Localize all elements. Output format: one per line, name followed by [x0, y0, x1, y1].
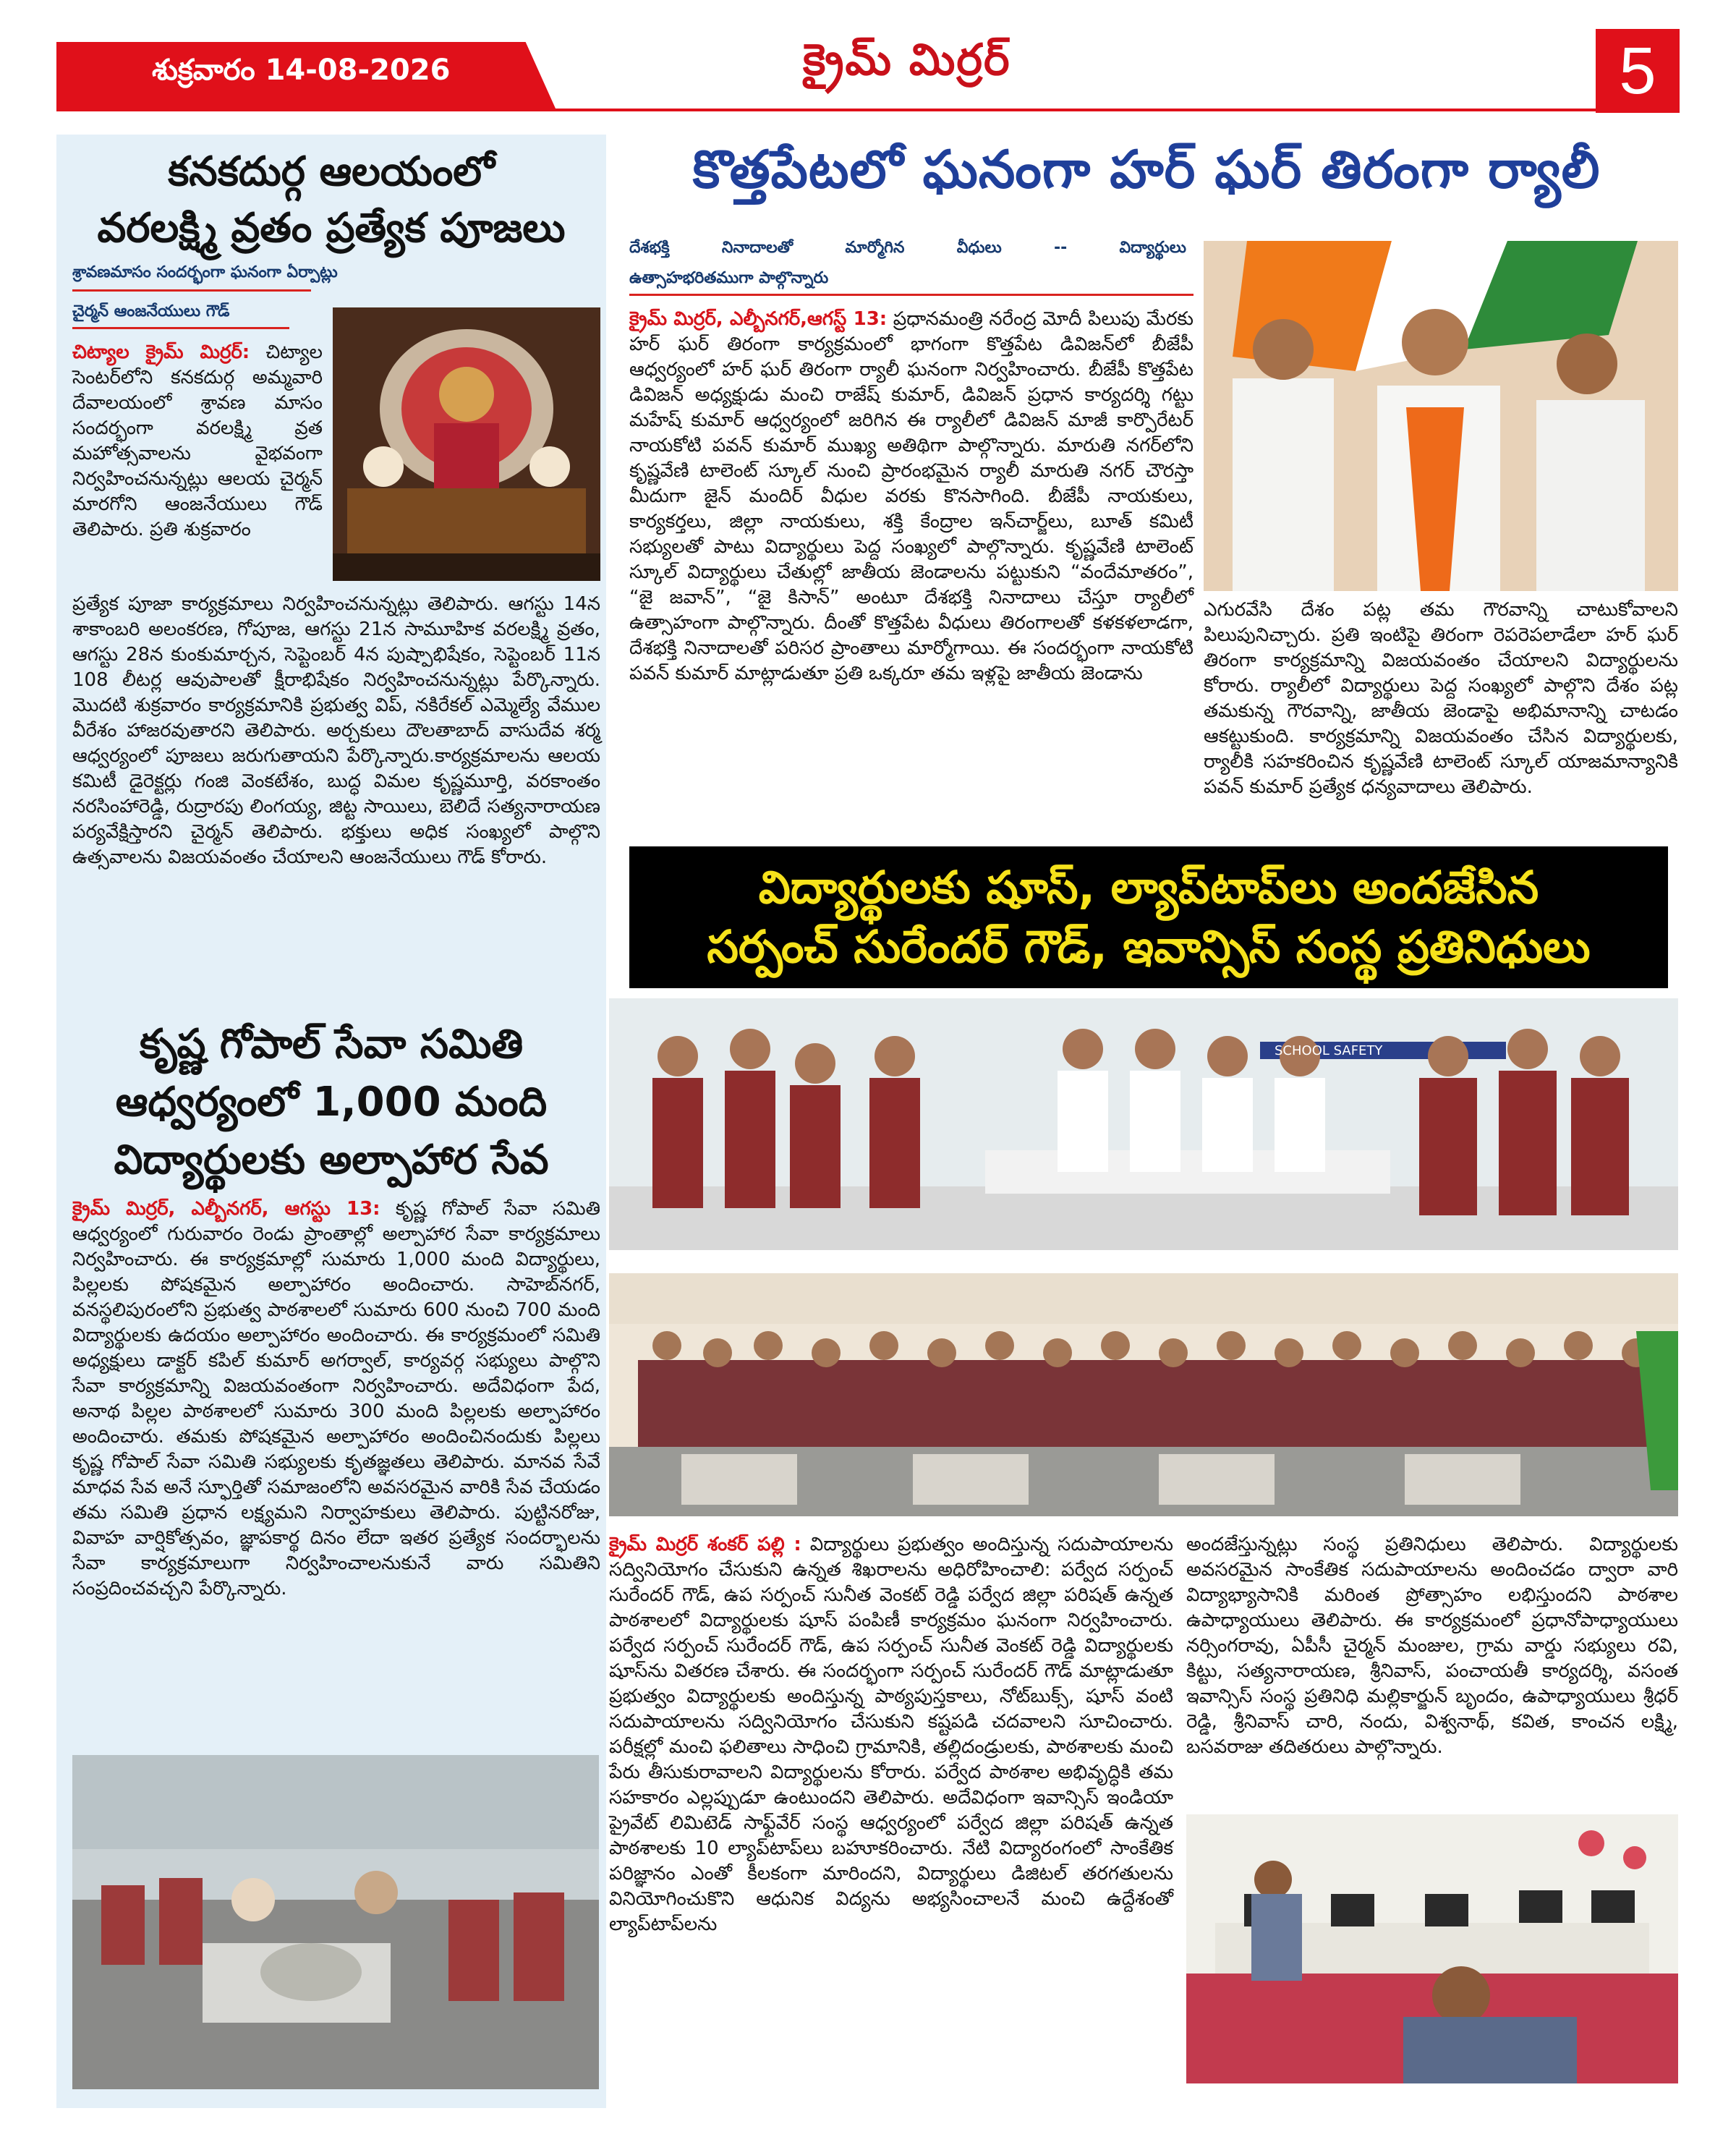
masthead-logo: క్రైమ్ మిర్రర్: [803, 35, 1011, 85]
temple-goddess-photo: [333, 307, 600, 581]
story1-body-rest: ప్రత్యేక పూజా కార్యక్రమాలు నిర్వహించనున్నట్లు తెలిపారు. ఆగస్టు 14న శాకాంబరి అలంకరణ, గోపూజ, ఆగస్టు 21న సామూహిక వరలక్ష్మి వ్రతం, ఆగస్టు 28న కుంకుమార్చన, సెప్టెంబర్ 4న పుష్పాభిషేకం, సెప్టెంబర్ 11న 108 లీటర్ల ఆవుపాలతో క్షీరాభిషేకం నిర్వహించనున్నట్లు పేర్కొన్నారు. మొదటి శుక్రవారం కార్యక్రమానికి ప్రభుత్వ విప్, నకిరేకల్ ఎమ్మెల్యే వేముల వీరేశం హాజరవుతారని తెలిపారు. అర్చకులు దౌలతాబాద్ వాసుదేవ శర్మ ఆధ్వర్యంలో పూజలు జరుగుతాయని పేర్కొన్నారు.కార్యక్రమాలను ఆలయ కమిటీ డైరెక్టర్లు గంజి వెంకటేశం, బుద్ధ విమల కృష్ణమూర్తి, వరకాంతం నరసింహారెడ్డి, రుద్రారపు లింగయ్య, జిట్ట సాయిలు, బెలిదే సత్యనారాయణ పర్యవేక్షిస్తారని చైర్మన్ తెలిపారు. భక్తులు అధిక సంఖ్యలో పాల్గొని ఉత్సవాలను విజయవంతం చేయాలని ఆంజనేయులు గౌడ్ కోరారు.: [72, 593, 600, 868]
computer-lab-photo: [1186, 1814, 1678, 2083]
rally-lead: క్రైమ్ మిర్రర్, ఎల్బీనగర్,ఆగస్ట్ 13:: [629, 308, 888, 330]
rally-body-left-text: ప్రధానమంత్రి నరేంద్ర మోదీ పిలుపు మేరకు హర్ ఘర్ తిరంగా కార్యక్రమంలో భాగంగా కొత్తపేట డివిజన్‌లో బీజేపీ ఆధ్వర్యంలో హర్ ఘర్ తిరంగా ర్యాలీ ఘనంగా నిర్వహించారు. బీజేపీ కొత్తపేట డివిజన్ అధ్యక్షుడు మంచి రాజేష్ కుమార్, డివిజన్ ప్రధాన కార్యదర్శి గట్టు మహేష్ కుమార్ ఆధ్వర్యంలో జరిగిన ఈ ర్యాలీలో డివిజన్ మాజీ కార్పొరేటర్ నాయకోటి పవన్ కుమార్ ముఖ్య అతిథిగా పాల్గొన్నారు. మారుతి నగర్‌లోని కృష్ణవేణి టాలెంట్ స్కూల్ నుంచి ప్రారంభమైన ర్యాలీ మారుతి నగర్ చౌరస్తా మీదుగా జైన్ మందిర్ వీధుల వరకు కొనసాగింది. బీజేపీ నాయకులు, కార్యకర్తలు, జిల్లా నాయకులు, శక్తి కేంద్రాల ఇన్‌చార్జ్‌లు, బూత్ కమిటీ సభ్యులతో పాటు విద్యార్థులు పెద్ద సంఖ్యలో పాల్గొన్నారు. కృష్ణవేణి టాలెంట్ స్కూల్ విద్యార్థులు చేతుల్లో జాతీయ జెండాలను పట్టుకుని “వందేమాతరం”, “జై జవాన్”, “జై కిసాన్” అంటూ దేశభక్తి నినాదాలు చేస్తూ ర్యాలీలో ఉత్సాహంగా పాల్గొన్నారు. దీంతో కొత్తపేట వీధులు తిరంగాలతో కళకళలాడగా, దేశభక్తి నినాదాలతో పరిసర ప్రాంతాలు మార్మోగాయి. ఈ సందర్భంగా నాయకోటి పవన్ కుమార్ మాట్లాడుతూ ప్రతి ఒక్కరూ తమ ఇళ్లపై జాతీయ జెండాను: [629, 308, 1194, 684]
story2-body-text: కృష్ణ గోపాల్ సేవా సమితి ఆధ్వర్యంలో గురువారం రెండు ప్రాంతాల్లో అల్పాహార సేవా కార్యక్రమాలు నిర్వహించారు. ఈ కార్యక్రమాల్లో సుమారు 1,000 మంది విద్యార్థులు, పిల్లలకు పోషకమైన అల్పాహారం అందించారు. సాహెబ్‌నగర్, వనస్థలిపురంలోని ప్రభుత్వ పాఠశాలలో సుమారు 600 నుంచి 700 మంది విద్యార్థులకు ఉదయం అల్పాహారం అందించారు. ఈ కార్యక్రమంలో సమితి అధ్యక్షులు డాక్టర్ కపిల్ కుమార్ అగర్వాల్, కార్యవర్గ సభ్యులు పాల్గొని సేవా కార్యక్రమాన్ని విజయవంతంగా నిర్వహించారు. అదేవిధంగా పేద, అనాథ పిల్లల పాఠశాలలో సుమారు 300 మంది పిల్లలకు అల్పాహారం అందించారు. తమకు పోషకమైన అల్పాహారం అందించినందుకు పిల్లలు కృష్ణ గోపాల్ సేవా సమితి సభ్యులకు కృతజ్ఞతలు తెలిపారు. మానవ సేవే మాధవ సేవ అనే స్ఫూర్తితో సమాజంలోని అవసరమైన వారికి సేవ చేయడం తమ సమితి ప్రధాన లక్ష్యమని నిర్వాహకులు తెలిపారు. పుట్టినరోజు, వివాహ వార్షికోత్సవం, జ్ఞాపకార్థ దినం లేదా ఇతర ప్రత్యేక సందర్భాలను సేవా కార్యక్రమాలుగా నిర్వహించాలనుకునే వారు సమితిని సంప్రదించవచ్చని పేర్కొన్నారు.: [72, 1198, 601, 1599]
school-safety-banner-text: SCHOOL SAFETY: [1275, 1043, 1383, 1058]
page-number: 5: [1596, 29, 1680, 113]
story2-headline-line1: కృష్ణ గోపాల్ సేవా సమితి: [139, 1021, 524, 1068]
story1-headline-line2: వరలక్ష్మి వ్రతం ప్రత్యేక పూజలు: [97, 205, 566, 252]
rally-kicker-line1: దేశభక్తి నినాదాలతో మార్మోగిన వీధులు -- విద్యార్థులు: [629, 239, 1186, 257]
rally-body-right: ఎగురవేసి దేశం పట్ల తమ గౌరవాన్ని చాటుకోవాలని పిలుపునిచ్చారు. ప్రతి ఇంటిపై తిరంగా రెపరెపలాడేలా హర్ ఘర్ తిరంగా కార్యక్రమాన్ని విజయవంతం చేయాలని విద్యార్థులను కోరారు. ర్యాలీలో విద్యార్థులు పెద్ద సంఖ్యలో పాల్గొని దేశం పట్ల తమకున్న గౌరవాన్ని, జాతీయ జెండాపై అభిమానాన్ని చాటడం ఆకట్టుకుంది. కార్యక్రమాన్ని విజయవంతం చేసిన విద్యార్థులకు, ర్యాలీకి సహకరించిన కృష్ణవేణి టాలెంట్ స్కూల్ యాజమాన్యానికి పవన్ కుమార్ ప్రత్యేక ధన్యవాదాలు తెలిపారు.: [1204, 599, 1678, 798]
story2-lead: క్రైమ్ మిర్రర్, ఎల్బీనగర్, ఆగస్టు 13:: [72, 1198, 380, 1220]
shoes-body-left: [609, 1532, 1173, 1937]
shoes-headline-line1: విద్యార్థులకు షూస్, ల్యాప్‌టాప్‌లు అందజేసిన: [758, 861, 1539, 914]
breakfast-service-photo: [72, 1755, 599, 2089]
story1-body-top: [72, 340, 323, 543]
rally-body-left: [629, 307, 1194, 687]
kicker-underline: [72, 289, 311, 292]
story1-lead: చిట్యాల క్రైమ్ మిర్రర్:: [72, 341, 250, 363]
shoe-distribution-photo: [609, 998, 1678, 1250]
shoes-body-right: అందజేస్తున్నట్లు సంస్థ ప్రతినిధులు తెలిపారు. విద్యార్థులకు అవసరమైన సాంకేతిక సదుపాయాలను అందించడం ద్వారా వారి విద్యాభ్యాసానికి మరింత ప్రోత్సాహం లభిస్తుందని పాఠశాల ఉపాధ్యాయులు తెలిపారు. ఈ కార్యక్రమంలో ప్రధానోపాధ్యాయులు నర్సింగరావు, ఏపీసీ చైర్మన్ మంజుల, గ్రామ వార్డు సభ్యులు రవి, కిట్టు, సత్యనారాయణ, శ్రీనివాస్, పంచాయతీ కార్యదర్శి, వసంత ఇవాన్సిస్ సంస్థ ప్రతినిధి మల్లికార్జున్ బృందం, ఉపాధ్యాయులు శ్రీధర్ రెడ్డి, శ్రీనివాస్ చారి, నందు, విశ్వనాథ్, కవిత, కాంచన లక్ష్మి, బసవరాజు తదితరులు పాల్గొన్నారు.: [1186, 1534, 1678, 1758]
story2-headline-line3: విద్యార్థులకు అల్పాహార సేవ: [114, 1137, 549, 1184]
rally-photo: [1204, 241, 1678, 591]
story1-byline: చైర్మన్ ఆంజనేయులు గౌడ్: [72, 302, 230, 320]
shoes-lead: క్రైమ్ మిర్రర్ శంకర్ పల్లి :: [609, 1534, 801, 1555]
story1-body-top-text: చిట్యాల సెంటర్‌లోని కనకదుర్గ అమ్మవారి దేవాలయంలో శ్రావణ మాసం సందర్భంగా వరలక్ష్మి వ్రత మహోత్సవాలను వైభవంగా నిర్వహించనున్నట్లు ఆలయ చైర్మన్ మారగోని ఆంజనేయులు గౌడ్ తెలిపారు. ప్రతి శుక్రవారం: [72, 341, 323, 540]
story2-headline-line2: ఆధ్వర్యంలో 1,000 మంది: [115, 1079, 548, 1126]
byline-underline: [72, 327, 289, 329]
issue-date: శుక్రవారం 14-08-2026: [152, 54, 451, 87]
rally-headline: కొత్తపేటలో ఘనంగా హర్ ఘర్ తిరంగా ర్యాలీ: [692, 139, 1601, 200]
shoes-body-left-text: విద్యార్థులు ప్రభుత్వం అందిస్తున్న సదుపాయాలను సద్వినియోగం చేసుకుని ఉన్నత శిఖరాలను అధిరోహించాలి: పర్వేద సర్పంచ్ సురేందర్ గౌడ్, ఉప సర్పంచ్ సునీత వెంకట్ రెడ్డి పర్వేద జిల్లా పరిషత్ ఉన్నత పాఠశాలలో విద్యార్థులకు షూస్ పంపిణీ కార్యక్రమం ఘనంగా నిర్వహించారు. పర్వేద సర్పంచ్ సురేందర్ గౌడ్, ఉప సర్పంచ్ సునీత వెంకట్ రెడ్డి విద్యార్థులకు షూస్‌ను వితరణ చేశారు. ఈ సందర్భంగా సర్పంచ్ సురేందర్ గౌడ్ మాట్లాడుతూ ప్రభుత్వం విద్యార్థులకు అందిస్తున్న పాఠ్యపుస్తకాలు, నోట్‌బుక్స్, షూస్ వంటి సదుపాయాలను సద్వినియోగం చేసుకుని కష్టపడి చదవాలని సూచించారు. పరీక్షల్లో మంచి ఫలితాలు సాధించి గ్రామానికి, తల్లిదండ్రులకు, పాఠశాలకు మంచి పేరు తీసుకురావాలని విద్యార్థులను కోరారు. పర్వేద పాఠశాల అభివృద్ధికి తమ సహకారం ఎల్లప్పుడూ ఉంటుందని తెలిపారు. అదేవిధంగా ఇవాన్సిస్ ఇండియా ప్రైవేట్ లిమిటెడ్ సాఫ్ట్‌వేర్ సంస్థ ఆధ్వర్యంలో పర్వేద జిల్లా పరిషత్ ఉన్నత పాఠశాలకు 10 ల్యాప్‌టాప్‌లు బహూకరించారు. నేటి విద్యారంగంలో సాంకేతిక పరిజ్ఞానం ఎంతో కీలకంగా మారిందని, విద్యార్థులు డిజిటల్ తరగతులను వినియోగించుకొని ఆధునిక విద్యను అభ్యసించాలనే మంచి ఉద్దేశంతో ల్యాప్‌టాప్‌లను: [609, 1534, 1174, 1935]
students-group-photo: [609, 1273, 1678, 1516]
rally-kicker-line2: ఉత్సాహభరితముగా పాల్గొన్నారు: [629, 269, 829, 287]
story1-headline-line1: కనకదుర్గ ఆలయంలో: [168, 148, 495, 195]
shoes-headline-line2: సర్పంచ్ సురేందర్ గౌడ్, ఇవాన్సిస్ సంస్థ ప్రతినిధులు: [707, 920, 1591, 973]
rally-kicker-underline: [629, 294, 1194, 296]
story1-kicker: శ్రావణమాసం సందర్భంగా ఘనంగా ఏర్పాట్లు: [72, 263, 338, 281]
story2-body: [72, 1197, 600, 1602]
masthead-rule: [56, 109, 1680, 111]
